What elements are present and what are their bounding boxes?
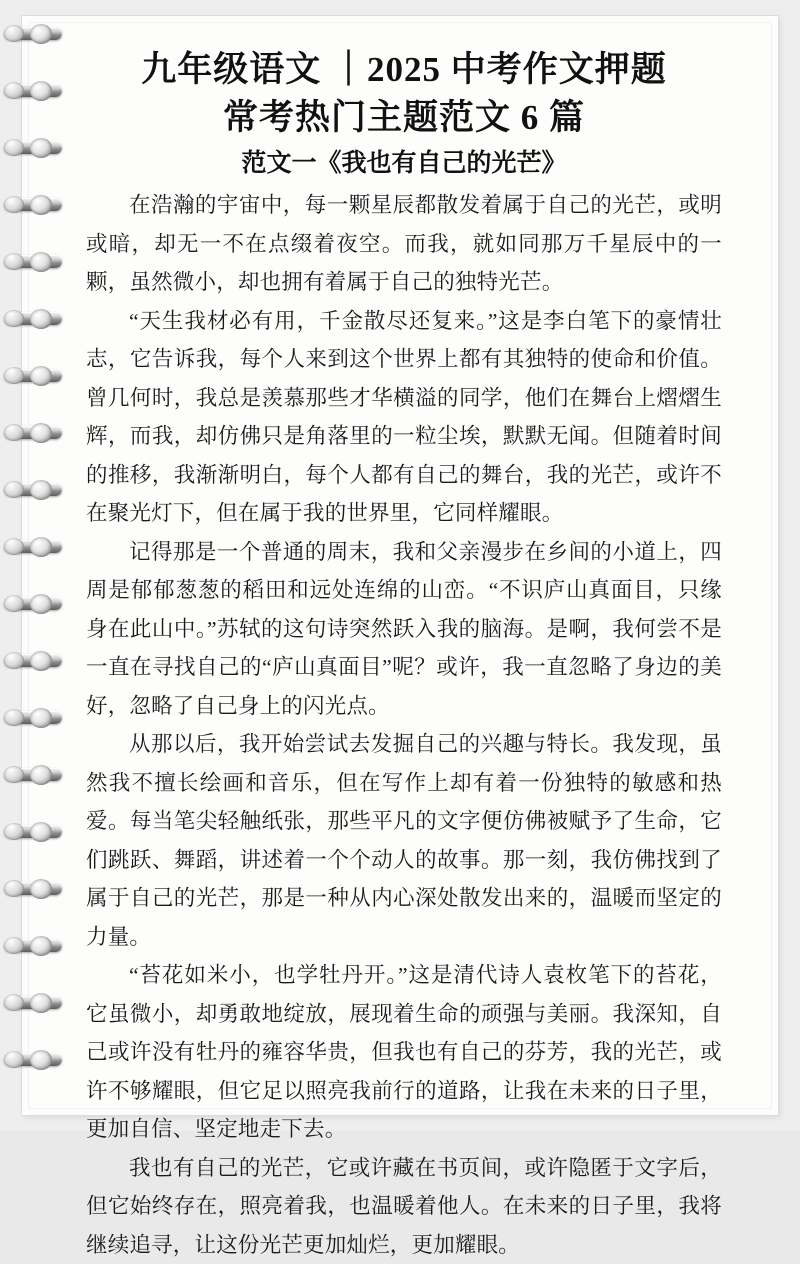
spiral-ring-icon	[4, 138, 62, 158]
paragraph: “天生我材必有用，千金散尽还复来。”这是李白笔下的豪情壮志，它告诉我，每个人来到这个世界上都有其独特的使命和价值。曾几何时，我总是羡慕那些才华横溢的同学，他们在舞台上熠熠生辉，而我，却仿佛只是角落里的一粒尘埃，默默无闻。但随着时间的推移，我渐渐明白，每个人都有自己的舞台，我的光芒，或许不在聚光灯下，但在属于我的世界里，它同样耀眼。	[86, 302, 722, 533]
spiral-ring-icon	[4, 423, 62, 443]
spiral-ring-icon	[4, 651, 62, 671]
spiral-ring-icon	[4, 594, 62, 614]
spiral-ring-icon	[4, 1050, 62, 1070]
spiral-ring-icon	[4, 24, 62, 44]
spiral-ring-icon	[4, 765, 62, 785]
spiral-ring-icon	[4, 309, 62, 329]
document-subtitle: 范文一《我也有自己的光芒》	[86, 144, 722, 184]
spiral-binding	[0, 18, 70, 1113]
spiral-ring-icon	[4, 993, 62, 1013]
spiral-ring-icon	[4, 366, 62, 386]
paragraph: 从那以后，我开始尝试去发掘自己的兴趣与特长。我发现，虽然我不擅长绘画和音乐，但在写作上却有着一份独特的敏感和热爱。每当笔尖轻触纸张，那些平凡的文字便仿佛被赋予了生命，它们跳跃、舞蹈，讲述着一个个动人的故事。那一刻，我仿佛找到了属于自己的光芒，那是一种从内心深处散发出来的，温暖而坚定的力量。	[86, 725, 722, 956]
title-line-2: 常考热门主题范文 6 篇	[86, 94, 722, 142]
paragraph: 我也有自己的光芒，它或许藏在书页间，或许隐匿于文字后，但它始终存在，照亮着我，也温暖着他人。在未来的日子里，我将继续追寻，让这份光芒更加灿烂，更加耀眼。	[86, 1149, 722, 1264]
title-line-1: 九年级语文 ｜2025 中考作文押题	[86, 46, 722, 94]
paragraph: 在浩瀚的宇宙中，每一颗星辰都散发着属于自己的光芒，或明或暗，却无一不在点缀着夜空。而我，就如同那万千星辰中的一颗，虽然微小，却也拥有着属于自己的独特光芒。	[86, 186, 722, 302]
spiral-ring-icon	[4, 537, 62, 557]
document-content	[78, 46, 740, 1086]
spiral-ring-icon	[4, 879, 62, 899]
spiral-ring-icon	[4, 822, 62, 842]
spiral-ring-icon	[4, 480, 62, 500]
spiral-ring-icon	[4, 81, 62, 101]
paragraph: 记得那是一个普通的周末，我和父亲漫步在乡间的小道上，四周是郁郁葱葱的稻田和远处连绵的山峦。“不识庐山真面目，只缘身在此山中。”苏轼的这句诗突然跃入我的脑海。是啊，我何尝不是一直在寻找自己的“庐山真面目”呢？或许，我一直忽略了身边的美好，忽略了自己身上的闪光点。	[86, 533, 722, 726]
page-title	[86, 46, 722, 142]
essay-body	[86, 186, 722, 1264]
paragraph: “苔花如米小，也学牡丹开。”这是清代诗人袁枚笔下的苔花，它虽微小，却勇敢地绽放，展现着生命的顽强与美丽。我深知，自己或许没有牡丹的雍容华贵，但我也有自己的芬芳，我的光芒，或许不够耀眼，但它足以照亮我前行的道路，让我在未来的日子里，更加自信、坚定地走下去。	[86, 956, 722, 1149]
spiral-ring-icon	[4, 252, 62, 272]
spiral-ring-icon	[4, 195, 62, 215]
spiral-ring-icon	[4, 936, 62, 956]
spiral-ring-icon	[4, 708, 62, 728]
